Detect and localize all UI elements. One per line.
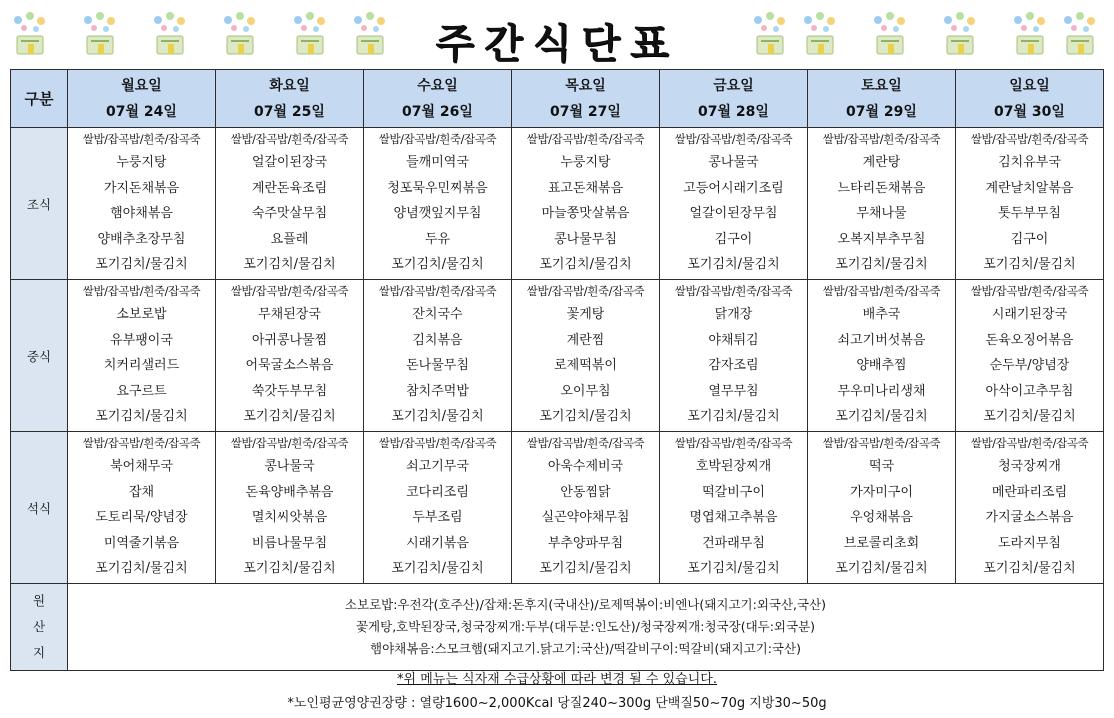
menu-item: 열무무침 bbox=[708, 383, 759, 399]
menu-cell bbox=[956, 128, 1104, 280]
menu-item: 포기김치/물김치 bbox=[983, 257, 1076, 273]
origin-line: 꽃게탕,호박된장국,청국장찌개:두부(대두분:인도산)/청국장찌개:청국장(대두:외국분) bbox=[355, 619, 816, 634]
day-date: 07월 28일 bbox=[698, 103, 769, 120]
menu-item: 마늘쫑맛살볶음 bbox=[541, 206, 630, 222]
menu-item: 포기김치/물김치 bbox=[539, 409, 632, 425]
menu-item: 김구이 bbox=[714, 231, 753, 247]
day-name: 금요일 bbox=[713, 77, 754, 94]
menu-item: 쌀밥/잡곡밥/흰죽/잡곡죽 bbox=[526, 436, 645, 450]
menu-item: 무채나물 bbox=[856, 206, 907, 222]
menu-item: 포기김치/물김치 bbox=[539, 257, 632, 273]
origin-text bbox=[68, 584, 1104, 671]
menu-cell bbox=[364, 128, 512, 280]
weekly-menu-table bbox=[10, 69, 1104, 671]
day-header bbox=[956, 70, 1104, 128]
menu-item: 떡국 bbox=[868, 459, 895, 474]
menu-item: 순두부/양념장 bbox=[989, 358, 1070, 374]
menu-item: 오이무침 bbox=[560, 383, 611, 399]
day-name: 화요일 bbox=[269, 77, 310, 94]
menu-item: 안동찜닭 bbox=[560, 484, 611, 500]
menu-item: 계란탕 bbox=[862, 155, 901, 170]
menu-item: 쌀밥/잡곡밥/흰죽/잡곡죽 bbox=[230, 436, 349, 450]
day-name: 일요일 bbox=[1009, 77, 1050, 94]
menu-item: 양배추초장무침 bbox=[97, 231, 186, 247]
menu-item: 부추양파무침 bbox=[547, 535, 624, 551]
meal-label: 중식 bbox=[11, 280, 68, 432]
menu-item: 누룽지탕 bbox=[560, 155, 611, 170]
menu-item: 쌀밥/잡곡밥/흰죽/잡곡죽 bbox=[822, 132, 941, 146]
menu-item: 포기김치/물김치 bbox=[391, 409, 484, 425]
menu-item: 얼갈이된장국 bbox=[251, 155, 328, 170]
origin-label-char: 원 bbox=[32, 593, 46, 608]
menu-item: 햄야채볶음 bbox=[110, 206, 173, 222]
menu-item: 가자미구이 bbox=[850, 484, 913, 500]
menu-cell bbox=[364, 432, 512, 584]
menu-item: 브로콜리초회 bbox=[843, 535, 920, 551]
menu-item: 누룽지탕 bbox=[116, 155, 167, 170]
day-header bbox=[216, 70, 364, 128]
menu-item: 포기김치/물김치 bbox=[243, 561, 336, 577]
menu-item: 배추국 bbox=[862, 307, 901, 322]
menu-item: 쌀밥/잡곡밥/흰죽/잡곡죽 bbox=[378, 132, 497, 146]
menu-item: 비름나물무침 bbox=[251, 535, 328, 551]
menu-item: 쇠고기무국 bbox=[406, 459, 469, 474]
menu-item: 명엽채고추볶음 bbox=[689, 510, 778, 526]
header-label: 구분 bbox=[11, 70, 68, 128]
menu-item: 콩나물국 bbox=[708, 155, 759, 170]
menu-item: 오복지부추무침 bbox=[837, 231, 926, 247]
nutrition-note: *노인평균영양권장량 : 열량1600~2,000Kcal 당질240~300g 단백질50~70g 지방30~50g bbox=[287, 696, 827, 711]
menu-cell bbox=[808, 128, 956, 280]
menu-item: 포기김치/물김치 bbox=[243, 257, 336, 273]
menu-item: 포기김치/물김치 bbox=[95, 409, 188, 425]
day-date: 07월 26일 bbox=[402, 103, 473, 120]
menu-cell bbox=[660, 432, 808, 584]
menu-item: 무채된장국 bbox=[258, 307, 321, 322]
menu-item: 양념깻잎지무침 bbox=[393, 206, 482, 222]
menu-item: 계란날치알볶음 bbox=[985, 180, 1074, 196]
menu-item: 느타리돈채볶음 bbox=[837, 180, 926, 196]
menu-cell bbox=[512, 128, 660, 280]
page-title: 주간식단표 bbox=[435, 21, 679, 67]
menu-item: 포기김치/물김치 bbox=[687, 257, 780, 273]
menu-item: 돈육오징어볶음 bbox=[985, 332, 1074, 348]
menu-item: 콩나물무침 bbox=[554, 231, 617, 247]
menu-cell bbox=[808, 432, 956, 584]
menu-item: 청국장찌개 bbox=[998, 459, 1061, 474]
menu-item: 쌀밥/잡곡밥/흰죽/잡곡죽 bbox=[230, 284, 349, 298]
day-date: 07월 27일 bbox=[550, 103, 621, 120]
meal-label: 석식 bbox=[11, 432, 68, 584]
menu-item: 잡채 bbox=[128, 484, 155, 500]
menu-item: 유부팽이국 bbox=[110, 332, 173, 348]
menu-item: 가지돈채볶음 bbox=[103, 180, 180, 196]
menu-item: 포기김치/물김치 bbox=[835, 257, 928, 273]
menu-item: 톳두부무침 bbox=[998, 206, 1061, 222]
menu-item: 건파래무침 bbox=[702, 535, 765, 551]
day-name: 수요일 bbox=[417, 77, 458, 94]
menu-cell bbox=[216, 128, 364, 280]
menu-item: 시래기된장국 bbox=[991, 307, 1068, 322]
menu-item: 쌀밥/잡곡밥/흰죽/잡곡죽 bbox=[822, 284, 941, 298]
menu-item: 포기김치/물김치 bbox=[983, 409, 1076, 425]
menu-item: 쌀밥/잡곡밥/흰죽/잡곡죽 bbox=[970, 284, 1089, 298]
menu-item: 닭개장 bbox=[714, 307, 753, 322]
menu-item: 포기김치/물김치 bbox=[835, 409, 928, 425]
menu-item: 시래기볶음 bbox=[406, 535, 469, 551]
menu-item: 아귀콩나물찜 bbox=[251, 332, 328, 348]
menu-item: 치커리샐러드 bbox=[103, 358, 180, 374]
menu-item: 포기김치/물김치 bbox=[687, 561, 780, 577]
menu-item: 쌀밥/잡곡밥/흰죽/잡곡죽 bbox=[674, 132, 793, 146]
menu-item: 북어채무국 bbox=[110, 459, 173, 474]
menu-item: 무우미나리생채 bbox=[837, 383, 926, 399]
origin-row bbox=[11, 584, 1104, 671]
origin-label-char: 산 bbox=[32, 619, 46, 634]
menu-item: 표고돈채볶음 bbox=[547, 180, 624, 196]
title-banner bbox=[0, 0, 1114, 68]
menu-item: 청포묵우민찌볶음 bbox=[387, 180, 488, 196]
menu-item: 두유 bbox=[424, 231, 451, 247]
menu-item: 쌀밥/잡곡밥/흰죽/잡곡죽 bbox=[674, 436, 793, 450]
menu-item: 쌀밥/잡곡밥/흰죽/잡곡죽 bbox=[82, 436, 201, 450]
menu-cell bbox=[956, 432, 1104, 584]
menu-item: 꽃게탕 bbox=[566, 307, 605, 322]
menu-item: 쌀밥/잡곡밥/흰죽/잡곡죽 bbox=[82, 284, 201, 298]
menu-cell bbox=[68, 128, 216, 280]
menu-item: 야채튀김 bbox=[708, 332, 759, 348]
day-header bbox=[660, 70, 808, 128]
menu-cell bbox=[216, 432, 364, 584]
menu-cell bbox=[216, 280, 364, 432]
menu-item: 포기김치/물김치 bbox=[391, 257, 484, 273]
menu-item: 쇠고기버섯볶음 bbox=[837, 332, 926, 348]
origin-label bbox=[11, 584, 68, 671]
menu-item: 김구이 bbox=[1010, 231, 1049, 247]
meal-row bbox=[11, 128, 1104, 280]
day-date: 07월 30일 bbox=[994, 103, 1065, 120]
menu-item: 쌀밥/잡곡밥/흰죽/잡곡죽 bbox=[230, 132, 349, 146]
origin-line: 햄야채볶음:스모크햄(돼지고기.닭고기:국산)/떡갈비구이:떡갈비(돼지고기:국산) bbox=[370, 641, 801, 656]
menu-item: 김치유부국 bbox=[998, 155, 1061, 170]
menu-cell bbox=[68, 432, 216, 584]
menu-item: 쌀밥/잡곡밥/흰죽/잡곡죽 bbox=[526, 284, 645, 298]
menu-item: 실곤약야채무침 bbox=[541, 510, 630, 526]
day-header bbox=[364, 70, 512, 128]
menu-item: 쌀밥/잡곡밥/흰죽/잡곡죽 bbox=[674, 284, 793, 298]
menu-item: 미역줄기볶음 bbox=[103, 535, 180, 551]
header-row bbox=[11, 70, 1104, 128]
menu-cell bbox=[364, 280, 512, 432]
menu-item: 얼갈이된장무침 bbox=[689, 206, 778, 222]
menu-cell bbox=[660, 128, 808, 280]
menu-item: 소보로밥 bbox=[116, 307, 167, 322]
menu-cell bbox=[956, 280, 1104, 432]
day-date: 07월 29일 bbox=[846, 103, 917, 120]
menu-item: 코다리조림 bbox=[406, 484, 469, 500]
day-name: 토요일 bbox=[861, 77, 902, 94]
menu-item: 계란돈육조림 bbox=[251, 180, 328, 196]
day-name: 목요일 bbox=[565, 77, 606, 94]
menu-item: 쑥갓두부무침 bbox=[251, 383, 328, 399]
menu-item: 두부조림 bbox=[412, 510, 463, 526]
day-date: 07월 25일 bbox=[254, 103, 325, 120]
origin-line: 소보로밥:우전각(호주산)/잡채:돈후지(국내산)/로제떡볶이:비엔나(돼지고기:외국산,국산) bbox=[344, 597, 827, 612]
menu-item: 우엉채볶음 bbox=[850, 510, 913, 526]
menu-item: 고등어시래기조림 bbox=[683, 180, 784, 196]
menu-item: 쌀밥/잡곡밥/흰죽/잡곡죽 bbox=[526, 132, 645, 146]
menu-item: 로제떡볶이 bbox=[554, 358, 617, 374]
menu-item: 포기김치/물김치 bbox=[687, 409, 780, 425]
menu-item: 아삭이고추무침 bbox=[985, 383, 1074, 399]
menu-item: 돈나물무침 bbox=[406, 358, 469, 374]
menu-cell bbox=[660, 280, 808, 432]
day-header bbox=[68, 70, 216, 128]
menu-item: 포기김치/물김치 bbox=[391, 561, 484, 577]
menu-item: 들깨미역국 bbox=[406, 155, 469, 170]
menu-item: 포기김치/물김치 bbox=[835, 561, 928, 577]
menu-item: 참치주먹밥 bbox=[406, 383, 469, 399]
menu-item: 포기김치/물김치 bbox=[539, 561, 632, 577]
menu-change-note: *위 메뉴는 식자재 수급상황에 따라 변경 될 수 있습니다. bbox=[397, 672, 717, 687]
menu-item: 쌀밥/잡곡밥/흰죽/잡곡죽 bbox=[82, 132, 201, 146]
menu-item: 포기김치/물김치 bbox=[243, 409, 336, 425]
menu-item: 요플레 bbox=[270, 231, 309, 247]
day-header bbox=[512, 70, 660, 128]
menu-item: 멸치씨앗볶음 bbox=[251, 510, 328, 526]
day-header bbox=[808, 70, 956, 128]
menu-item: 쌀밥/잡곡밥/흰죽/잡곡죽 bbox=[378, 436, 497, 450]
origin-label-char: 지 bbox=[32, 645, 46, 660]
menu-item: 어묵굴소스볶음 bbox=[245, 358, 334, 374]
menu-item: 쌀밥/잡곡밥/흰죽/잡곡죽 bbox=[378, 284, 497, 298]
day-name: 월요일 bbox=[121, 77, 162, 94]
menu-item: 메란파리조림 bbox=[991, 484, 1068, 500]
menu-item: 김치볶음 bbox=[412, 332, 463, 348]
menu-cell bbox=[512, 432, 660, 584]
menu-item: 떡갈비구이 bbox=[702, 484, 765, 500]
menu-cell bbox=[68, 280, 216, 432]
menu-item: 가지굴소스볶음 bbox=[985, 510, 1074, 526]
menu-item: 도토리묵/양념장 bbox=[95, 510, 188, 526]
meal-row bbox=[11, 280, 1104, 432]
menu-cell bbox=[808, 280, 956, 432]
menu-item: 호박된장찌개 bbox=[695, 459, 772, 474]
menu-item: 포기김치/물김치 bbox=[95, 257, 188, 273]
menu-cell bbox=[512, 280, 660, 432]
meal-label: 조식 bbox=[11, 128, 68, 280]
menu-item: 도라지무침 bbox=[998, 535, 1061, 551]
menu-item: 숙주맛살무침 bbox=[251, 206, 328, 222]
menu-item: 콩나물국 bbox=[264, 459, 315, 474]
menu-item: 쌀밥/잡곡밥/흰죽/잡곡죽 bbox=[970, 436, 1089, 450]
menu-item: 양배추찜 bbox=[856, 358, 907, 374]
menu-item: 포기김치/물김치 bbox=[95, 561, 188, 577]
menu-item: 돈육양배추볶음 bbox=[245, 484, 334, 500]
meal-row bbox=[11, 432, 1104, 584]
menu-item: 감자조림 bbox=[708, 358, 759, 374]
menu-item: 계란찜 bbox=[566, 332, 605, 348]
menu-item: 잔치국수 bbox=[412, 307, 463, 322]
menu-item: 쌀밥/잡곡밥/흰죽/잡곡죽 bbox=[970, 132, 1089, 146]
menu-item: 아욱수제비국 bbox=[547, 459, 624, 474]
menu-item: 포기김치/물김치 bbox=[983, 561, 1076, 577]
menu-item: 쌀밥/잡곡밥/흰죽/잡곡죽 bbox=[822, 436, 941, 450]
day-date: 07월 24일 bbox=[106, 103, 177, 120]
menu-item: 요구르트 bbox=[116, 383, 167, 399]
